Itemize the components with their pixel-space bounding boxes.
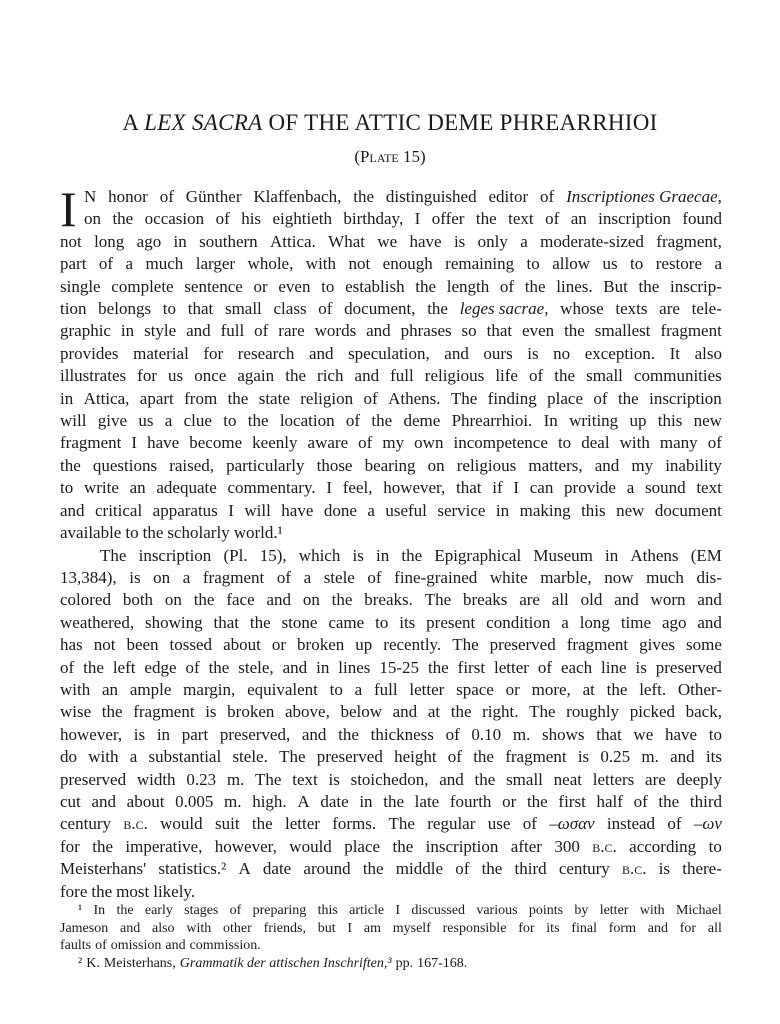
text-line: has not been tossed about or broken up recently. The preserved fragment gives some xyxy=(60,635,722,655)
text-line: century b.c. would suit the letter forms. The regular use of –ωσαν instead of –ων xyxy=(60,814,722,834)
article-title xyxy=(0,110,780,136)
text-line: with an ample margin, equivalent to a full letter space or more, at the left. Other- xyxy=(60,679,722,699)
text-line: for the imperative, however, would place the inscription after 300 b.c. according to xyxy=(60,836,722,856)
text-line: on the occasion of his eightieth birthday, I offer the text of an inscription found xyxy=(84,209,722,229)
text-line: the questions raised, particularly those bearing on religious matters, and my inability xyxy=(60,455,722,475)
footnote-line: Jameson and also with other friends, but I am myself responsible for its final form and for all xyxy=(60,920,722,936)
text-line: N honor of Günther Klaffenbach, the distinguished editor of Inscriptiones Graecae, xyxy=(84,187,722,206)
text-line: 13,384), is on a fragment of a stele of fine-grained white marble, now much dis- xyxy=(60,567,722,587)
body-text xyxy=(60,181,722,903)
text-line: cut and about 0.005 m. high. A date in the late fourth or the first half of the third xyxy=(60,791,722,811)
text-line: to write an adequate commentary. I feel, however, that if I can provide a sound text xyxy=(60,478,722,498)
text-line: single complete sentence or even to establish the length of the lines. But the inscrip- xyxy=(60,276,722,296)
paragraph-1 xyxy=(60,181,722,545)
drop-cap: I xyxy=(60,181,77,237)
text-line: illustrates for us once again the rich and full religious life of the small communities xyxy=(60,366,722,386)
paragraph-2 xyxy=(60,545,722,904)
text-line: wise the fragment is broken above, below and at the right. The roughly picked back, xyxy=(60,702,722,722)
text-line: fore the most likely. xyxy=(60,881,196,901)
text-line: Meisterhans' statistics.² A date around the middle of the third century b.c. is there- xyxy=(60,859,722,879)
text-line: preserved width 0.23 m. The text is stoichedon, and the small neat letters are deeply xyxy=(60,769,722,789)
text-line: part of a much larger whole, with not enough remaining to allow us to restore a xyxy=(60,254,722,274)
title-pre: A xyxy=(122,110,145,135)
text-line: do with a substantial stele. The preserved height of the fragment is 0.25 m. and its xyxy=(60,747,722,767)
text-line: not long ago in southern Attica. What we have is only a moderate-sized fragment, xyxy=(60,231,722,251)
title-italic: LEX SACRA xyxy=(144,110,263,135)
text-line: fragment I have become keenly aware of my own incompetence to deal with many of xyxy=(60,433,722,453)
text-line: provides material for research and speculation, and ours is no exception. It also xyxy=(60,343,722,363)
text-line: of the left edge of the stele, and in lines 15-25 the first letter of each line is preserved xyxy=(60,657,722,677)
text-line: however, is in part preserved, and the thickness of 0.10 m. shows that we have to xyxy=(60,724,722,744)
footnote-line: faults of omission and commission. xyxy=(60,938,261,953)
text-line: will give us a clue to the location of the deme Phrearrhioi. In writing up this new xyxy=(60,411,722,431)
footnotes xyxy=(60,902,722,972)
text-line: tion belongs to that small class of document, the leges sacrae, whose texts are tele- xyxy=(60,299,722,319)
text-line: The inscription (Pl. 15), which is in the Epigraphical Museum in Athens (EM xyxy=(100,545,722,565)
plate-reference: (Plate 15) xyxy=(354,147,426,166)
text-line: graphic in style and full of rare words and phrases so that even the smallest fragment xyxy=(60,321,722,341)
text-line: weathered, showing that the stone came to its present condition a long time ago and xyxy=(60,612,722,632)
footnote-line: ² K. Meisterhans, Grammatik der attischen Inschriften,³ pp. 167-168. xyxy=(78,955,468,971)
text-line: and critical apparatus I will have done a useful service in making this new document xyxy=(60,500,722,520)
title-post: OF THE ATTIC DEME PHREARRHIOI xyxy=(262,110,658,135)
text-line: in Attica, apart from the state religion of Athens. The finding place of the inscription xyxy=(60,388,722,408)
text-line: colored both on the face and on the breaks. The breaks are all old and worn and xyxy=(60,590,722,610)
footnote-line: ¹ In the early stages of preparing this article I discussed various points by letter with Michael xyxy=(78,903,722,918)
text-line: available to the scholarly world.¹ xyxy=(60,523,283,543)
